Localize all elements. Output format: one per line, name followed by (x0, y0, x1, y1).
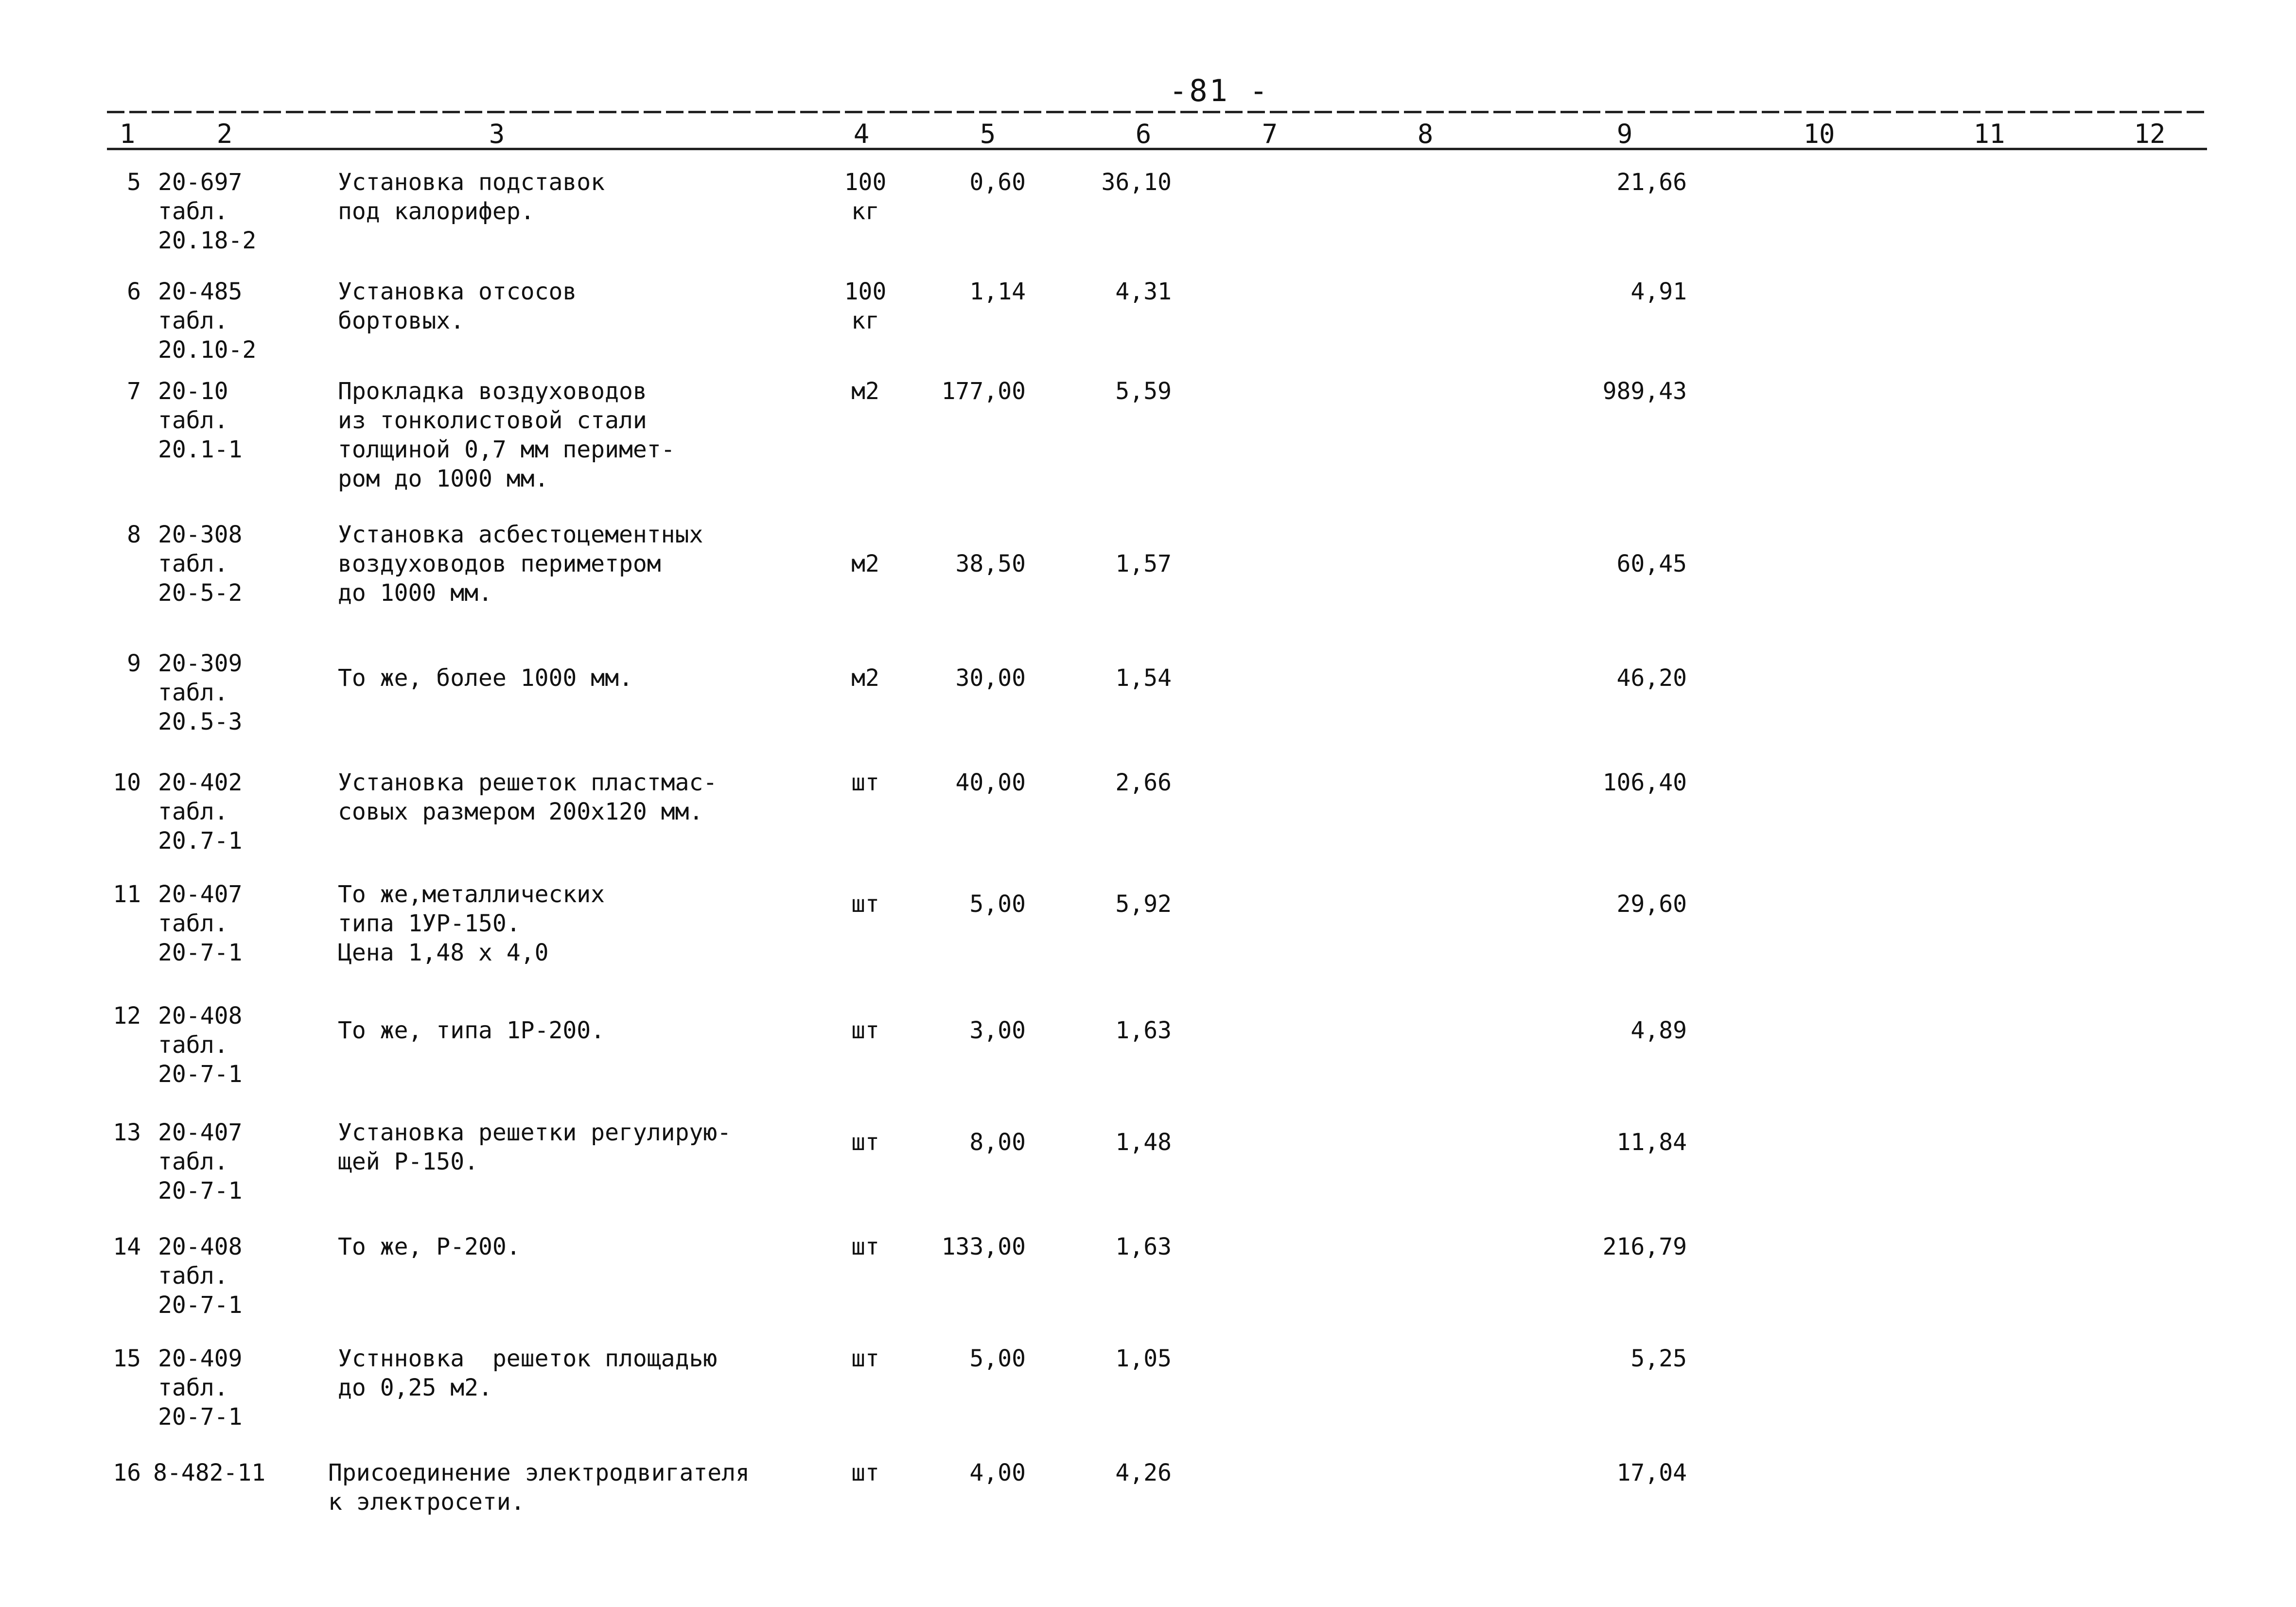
row-number: 7 (127, 378, 141, 405)
total-cost: 21,66 (1616, 169, 1687, 196)
column-header-11: 11 (1973, 119, 2005, 149)
unit-price: 1,63 (1115, 1233, 1172, 1260)
column-header-10: 10 (1803, 119, 1835, 149)
norm-code: 20-408 табл. 20-7-1 (158, 1002, 243, 1088)
unit: шт (851, 1233, 879, 1260)
work-description: То же,металлических типа 1УР-150. Цена 1,48 х 4,0 (338, 881, 605, 966)
quantity: 177,00 (941, 378, 1026, 405)
work-description: Установка подставок под калорифер. (338, 169, 605, 225)
unit: м2 (851, 664, 879, 692)
unit-price: 1,63 (1115, 1017, 1172, 1044)
total-cost: 4,91 (1630, 278, 1687, 305)
total-cost: 29,60 (1616, 891, 1687, 918)
page-number: -81 - (1169, 73, 1270, 108)
quantity: 5,00 (969, 891, 1026, 918)
quantity: 40,00 (955, 769, 1026, 796)
total-cost: 5,25 (1630, 1345, 1687, 1372)
column-header-2: 2 (216, 119, 233, 149)
unit-price: 4,26 (1115, 1459, 1172, 1486)
work-description: Прокладка воздуховодов из тонколистовой стали толщиной 0,7 мм перимет- ром до 1000 мм. (338, 378, 675, 492)
header-bottom-rule (107, 148, 2207, 150)
norm-code: 20-407 табл. 20-7-1 (158, 1119, 243, 1205)
column-header-6: 6 (1135, 119, 1152, 149)
norm-code: 20-407 табл. 20-7-1 (158, 881, 243, 966)
work-description: Устнновка решеток площадью до 0,25 м2. (338, 1345, 718, 1401)
quantity: 133,00 (941, 1233, 1026, 1260)
row-number: 8 (127, 521, 141, 548)
total-cost: 46,20 (1616, 664, 1687, 692)
quantity: 38,50 (955, 550, 1026, 577)
unit: шт (851, 891, 879, 918)
quantity: 30,00 (955, 664, 1026, 692)
norm-code: 20-10 табл. 20.1-1 (158, 378, 243, 463)
unit: 100 кг (844, 169, 887, 225)
row-number: 13 (113, 1119, 141, 1146)
quantity: 3,00 (969, 1017, 1026, 1044)
quantity: 1,14 (969, 278, 1026, 305)
norm-code: 20-402 табл. 20.7-1 (158, 769, 243, 855)
column-header-5: 5 (980, 119, 996, 149)
unit: м2 (851, 550, 879, 577)
unit-price: 5,92 (1115, 891, 1172, 918)
unit: шт (851, 769, 879, 796)
unit-price: 36,10 (1101, 169, 1172, 196)
work-description: Установка отсосов бортовых. (338, 278, 577, 334)
total-cost: 4,89 (1630, 1017, 1687, 1044)
quantity: 0,60 (969, 169, 1026, 196)
unit: шт (851, 1345, 879, 1372)
total-cost: 17,04 (1616, 1459, 1687, 1486)
column-header-8: 8 (1417, 119, 1434, 149)
row-number: 6 (127, 278, 141, 305)
norm-code: 20-309 табл. 20.5-3 (158, 650, 243, 735)
row-number: 12 (113, 1002, 141, 1030)
column-header-12: 12 (2134, 119, 2166, 149)
quantity: 5,00 (969, 1345, 1026, 1372)
column-header-1: 1 (119, 119, 136, 149)
quantity: 8,00 (969, 1129, 1026, 1156)
header-top-rule (107, 111, 2207, 113)
norm-code: 20-409 табл. 20-7-1 (158, 1345, 243, 1431)
unit: шт (851, 1017, 879, 1044)
work-description: То же, более 1000 мм. (338, 664, 633, 692)
norm-code: 20-308 табл. 20-5-2 (158, 521, 243, 607)
row-number: 11 (113, 881, 141, 908)
unit-price: 2,66 (1115, 769, 1172, 796)
column-header-9: 9 (1616, 119, 1633, 149)
norm-code: 8-482-11 (153, 1459, 266, 1486)
unit-price: 1,05 (1115, 1345, 1172, 1372)
work-description: Установка асбестоцементных воздуховодов периметром до 1000 мм. (338, 521, 703, 607)
work-description: Установка решеток пластмас- совых размером 200х120 мм. (338, 769, 718, 825)
row-number: 10 (113, 769, 141, 796)
norm-code: 20-697 табл. 20.18-2 (158, 169, 257, 254)
work-description: Установка решетки регулирую- щей Р-150. (338, 1119, 732, 1175)
total-cost: 11,84 (1616, 1129, 1687, 1156)
unit: 100 кг (844, 278, 887, 334)
unit-price: 4,31 (1115, 278, 1172, 305)
column-header-4: 4 (853, 119, 870, 149)
row-number: 5 (127, 169, 141, 196)
unit-price: 1,57 (1115, 550, 1172, 577)
unit: шт (851, 1129, 879, 1156)
row-number: 14 (113, 1233, 141, 1260)
total-cost: 60,45 (1616, 550, 1687, 577)
row-number: 9 (127, 650, 141, 677)
column-header-7: 7 (1262, 119, 1278, 149)
unit-price: 1,48 (1115, 1129, 1172, 1156)
norm-code: 20-485 табл. 20.10-2 (158, 278, 257, 364)
total-cost: 106,40 (1602, 769, 1687, 796)
work-description: То же, Р-200. (338, 1233, 521, 1260)
quantity: 4,00 (969, 1459, 1026, 1486)
norm-code: 20-408 табл. 20-7-1 (158, 1233, 243, 1319)
unit-price: 1,54 (1115, 664, 1172, 692)
total-cost: 989,43 (1602, 378, 1687, 405)
work-description: Присоединение электродвигателя к электросети. (328, 1459, 750, 1516)
row-number: 16 (113, 1459, 141, 1486)
unit: м2 (851, 378, 879, 405)
row-number: 15 (113, 1345, 141, 1372)
work-description: То же, типа 1Р-200. (338, 1017, 605, 1044)
column-header-3: 3 (489, 119, 505, 149)
unit: шт (851, 1459, 879, 1486)
total-cost: 216,79 (1602, 1233, 1687, 1260)
unit-price: 5,59 (1115, 378, 1172, 405)
